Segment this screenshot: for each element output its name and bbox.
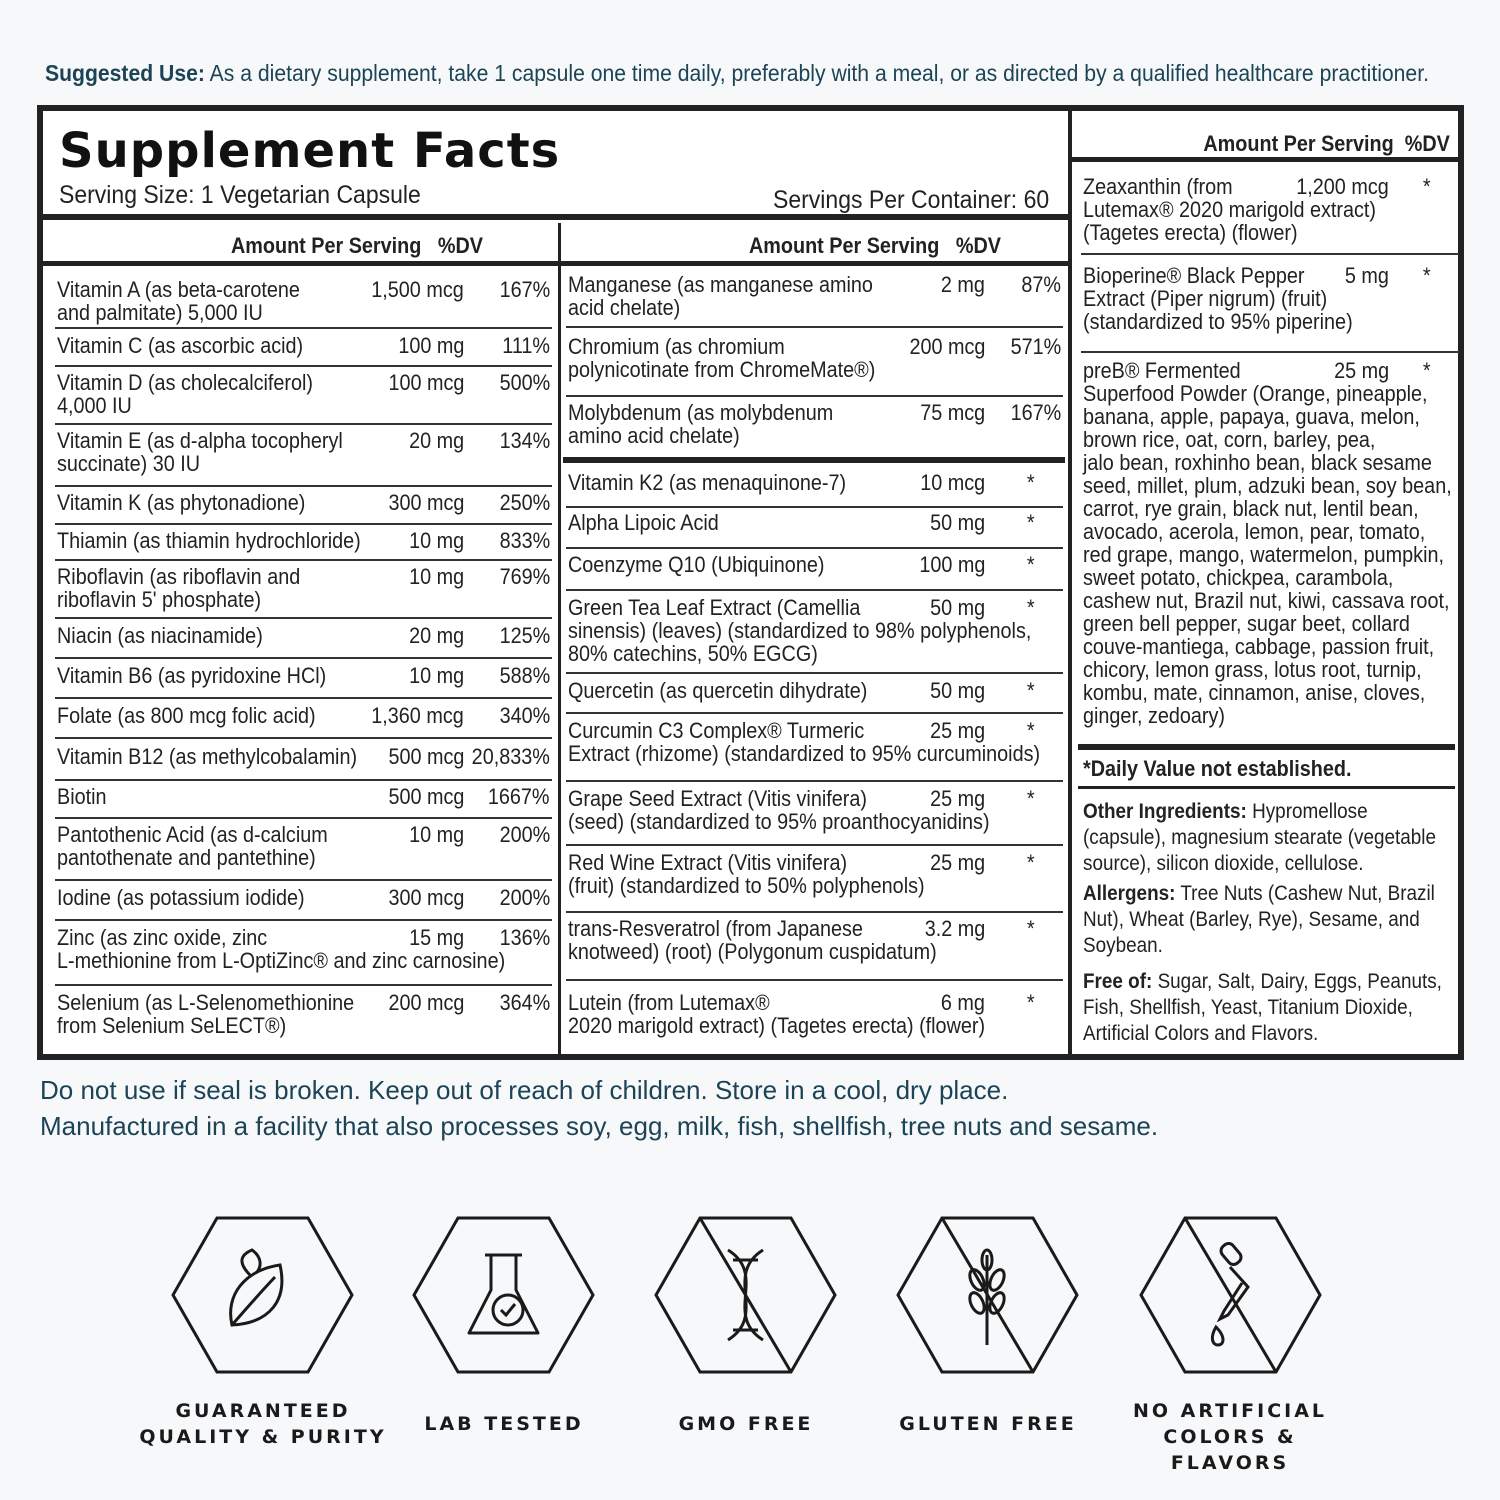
- nutrient-dv: 167%: [1010, 400, 1061, 425]
- row-separator: [55, 423, 552, 425]
- col1-head: Amount Per Serving %DV: [231, 233, 483, 258]
- nutrient-dv: 200%: [499, 885, 550, 910]
- nutrient-amount: 10 mg: [408, 822, 464, 847]
- suggested-use-label: Suggested Use:: [45, 60, 205, 86]
- nutrient-name: [57, 785, 107, 808]
- nutrient-dv: 364%: [499, 990, 550, 1015]
- row-separator: [55, 697, 552, 699]
- nutrient-name-line: Manganese (as manganese amino: [568, 272, 873, 297]
- nutrient-name: [57, 429, 343, 475]
- row-separator: [566, 780, 1063, 782]
- nutrient-amount: 50 mg: [929, 595, 985, 620]
- nutrient-dv: 1667%: [488, 784, 550, 809]
- warning-line-2: Manufactured in a facility that also processes soy, egg, milk, fish, shellfish, tree nuts and sesame.: [40, 1111, 1159, 1141]
- nutrient-name-line: riboflavin 5' phosphate): [57, 587, 262, 612]
- nutrient-name-line: 2020 marigold extract) (Tagetes erecta) (flower): [568, 1013, 986, 1038]
- nutrient-name-line: Vitamin D (as cholecalciferol): [57, 370, 314, 395]
- nutrient-dv: 571%: [1010, 334, 1061, 359]
- warnings: [40, 1072, 1158, 1144]
- nutrient-dv: *: [1423, 358, 1431, 383]
- row-separator: [55, 984, 552, 986]
- nutrient-name-line: L-methionine from L-OptiZinc® and zinc carnosine): [57, 948, 506, 973]
- nutrient-dv: 111%: [502, 333, 550, 358]
- badge-label-artificial: NO ARTIFICIAL COLORS & FLAVORS: [1132, 1400, 1328, 1474]
- nutrient-dv: 769%: [499, 564, 550, 589]
- nutrient-amount: 100 mcg: [388, 370, 464, 395]
- nutrient-name: [57, 491, 305, 514]
- row-separator: [566, 672, 1063, 674]
- rule-thick-col2: [563, 457, 1065, 463]
- rule-under-header-col3: [1072, 157, 1464, 162]
- badge-quality: [170, 1215, 355, 1375]
- rule-under-title: [43, 214, 1068, 220]
- nutrient-name-line: Zinc (as zinc oxide, zinc: [57, 925, 268, 950]
- nutrient-amount: 10 mg: [408, 564, 464, 589]
- nutrient-name-line: Vitamin K (as phytonadione): [57, 490, 306, 515]
- nutrient-amount: 200 mcg: [909, 334, 985, 359]
- nutrient-dv: *: [1027, 718, 1035, 743]
- nutrient-name-line: Iodine (as potassium iodide): [57, 885, 305, 910]
- servings-per-container: Servings Per Container: 60: [773, 186, 1050, 214]
- nutrient-name-line: Alpha Lipoic Acid: [568, 510, 719, 535]
- nutrient-dv: 200%: [499, 822, 550, 847]
- badge-gluten: [895, 1215, 1080, 1375]
- nutrient-name: [57, 745, 357, 768]
- nutrient-name-line: Vitamin C (as ascorbic acid): [57, 333, 304, 358]
- nutrient-name-line: Quercetin (as quercetin dihydrate): [568, 678, 868, 703]
- nutrient-dv: *: [1423, 174, 1431, 199]
- nutrient-dv: *: [1027, 916, 1035, 941]
- row-separator: [55, 817, 552, 819]
- dna-icon: [653, 1215, 838, 1375]
- badge-artificial: [1138, 1215, 1323, 1375]
- nutrient-amount: 20 mg: [408, 623, 464, 648]
- nutrient-amount: 3.2 mg: [924, 916, 985, 941]
- nutrient-amount: 75 mcg: [920, 400, 985, 425]
- nutrient-name-line: Bioperine® Black Pepper: [1083, 263, 1305, 288]
- row-separator: [566, 326, 1063, 328]
- allergens: Allergens: Tree Nuts (Cashew Nut, Brazil Nut), Wheat (Barley, Rye), Sesame, and Soybean.: [1083, 882, 1435, 957]
- nutrient-name: [57, 278, 300, 324]
- nutrient-name-line: banana, apple, papaya, guava, melon,: [1083, 404, 1420, 429]
- nutrient-amount: 25 mg: [929, 850, 985, 875]
- divider-col3: [1068, 111, 1072, 1056]
- badge-label-quality: GUARANTEED QUALITY & PURITY: [139, 1400, 387, 1448]
- row-separator: [1081, 253, 1459, 255]
- nutrient-amount: 50 mg: [929, 510, 985, 535]
- nutrient-dv: *: [1027, 552, 1035, 577]
- nutrient-amount: 5 mg: [1344, 263, 1389, 288]
- nutrient-name-line: Extract (Piper nigrum) (fruit): [1083, 286, 1328, 311]
- col3-head: Amount Per Serving %DV: [1203, 131, 1450, 156]
- nutrient-amount: 1,360 mcg: [371, 703, 464, 728]
- nutrient-dv: *: [1027, 510, 1035, 535]
- nutrient-name-line: Pantothenic Acid (as d-calcium: [57, 822, 328, 847]
- nutrient-name-line: cashew nut, Brazil nut, kiwi, cassava root,: [1083, 588, 1450, 613]
- row-separator: [55, 365, 552, 367]
- rule-thick-col3b: [1078, 786, 1455, 789]
- nutrient-name: [568, 917, 937, 963]
- nutrient-amount: 100 mg: [397, 333, 464, 358]
- nutrient-name-line: (Tagetes erecta) (flower): [1083, 220, 1298, 245]
- nutrient-name-line: Curcumin C3 Complex® Turmeric: [568, 718, 865, 743]
- row-separator: [566, 547, 1063, 549]
- nutrient-name: [568, 851, 925, 897]
- nutrient-name-line: Vitamin K2 (as menaquinone-7): [568, 470, 847, 495]
- nutrient-name-line: knotweed) (root) (Polygonum cuspidatum): [568, 939, 937, 964]
- nutrient-name-line: chicory, lemon grass, lotus root, turnip,: [1083, 657, 1422, 682]
- row-separator: [566, 506, 1063, 508]
- nutrient-name: [1083, 359, 1452, 727]
- nutrient-name-line: trans-Resveratrol (from Japanese: [568, 916, 863, 941]
- nutrient-name-line: polynicotinate from ChromeMate®): [568, 357, 876, 382]
- nutrient-name-line: (seed) (standardized to 95% proanthocyanidins): [568, 809, 990, 834]
- nutrient-dv: 87%: [1021, 272, 1061, 297]
- nutrient-name: [568, 401, 833, 447]
- nutrient-dv: 588%: [499, 663, 550, 688]
- row-separator: [1081, 351, 1459, 353]
- nutrient-name-line: sinensis) (leaves) (standardized to 98% polyphenols,: [568, 618, 1032, 643]
- nutrient-amount: 2 mg: [940, 272, 985, 297]
- nutrient-name-line: Zeaxanthin (from: [1083, 174, 1233, 199]
- nutrient-dv: 167%: [499, 277, 550, 302]
- nutrient-name-line: Lutemax® 2020 marigold extract): [1083, 197, 1377, 222]
- row-separator: [55, 523, 552, 525]
- nutrient-name: [568, 787, 990, 833]
- nutrient-amount: 10 mg: [408, 528, 464, 553]
- row-separator: [55, 879, 552, 881]
- rule-thick-col3a: [1078, 744, 1455, 750]
- nutrient-name-line: couve-mantiega, cabbage, passion fruit,: [1083, 634, 1435, 659]
- badge-label-gmo: GMO FREE: [678, 1413, 814, 1435]
- nutrient-name: [568, 471, 846, 494]
- nutrient-dv: 136%: [499, 925, 550, 950]
- nutrient-name: [1083, 264, 1353, 333]
- badge-lab: [411, 1215, 596, 1375]
- row-separator: [55, 737, 552, 739]
- dropper-icon: [1138, 1215, 1323, 1375]
- nutrient-dv: 134%: [499, 428, 550, 453]
- nutrient-name: [568, 511, 719, 534]
- badge-label-gluten: GLUTEN FREE: [899, 1413, 1077, 1435]
- row-separator: [55, 485, 552, 487]
- nutrient-dv: 340%: [499, 703, 550, 728]
- nutrient-name-line: preB® Fermented: [1083, 358, 1241, 383]
- nutrient-name-line: kombu, mate, cinnamon, anise, cloves,: [1083, 680, 1426, 705]
- nutrient-dv: *: [1027, 850, 1035, 875]
- nutrient-amount: 500 mcg: [388, 744, 464, 769]
- nutrient-name-line: pantothenate and pantethine): [57, 845, 316, 870]
- flask-icon: [411, 1215, 596, 1375]
- nutrient-name: [57, 624, 263, 647]
- badge-label-lab: LAB TESTED: [424, 1413, 584, 1435]
- nutrient-amount: 300 mcg: [388, 490, 464, 515]
- facts-title: Supplement Facts: [59, 123, 561, 179]
- nutrient-name-line: and palmitate) 5,000 IU: [57, 300, 263, 325]
- daily-value-note: *Daily Value not established.: [1083, 756, 1352, 781]
- divider-col2: [558, 223, 561, 1056]
- nutrient-name-line: Green Tea Leaf Extract (Camellia: [568, 595, 861, 620]
- nutrient-name-line: Vitamin A (as beta-carotene: [57, 277, 300, 302]
- nutrient-name: [568, 335, 875, 381]
- nutrient-name: [57, 334, 303, 357]
- row-separator: [55, 657, 552, 659]
- nutrient-amount: 20 mg: [408, 428, 464, 453]
- nutrient-name-line: Chromium (as chromium: [568, 334, 785, 359]
- nutrient-name-line: Lutein (from Lutemax®: [568, 990, 770, 1015]
- nutrient-amount: 50 mg: [929, 678, 985, 703]
- nutrient-name-line: brown rice, oat, corn, barley, pea,: [1083, 427, 1376, 452]
- supplement-facts-panel: [37, 105, 1464, 1060]
- nutrient-name: [57, 704, 316, 727]
- nutrient-name: [57, 991, 354, 1037]
- nutrient-dv: *: [1423, 263, 1431, 288]
- nutrient-name: [57, 886, 305, 909]
- nutrient-name-line: Thiamin (as thiamin hydrochloride): [57, 528, 361, 553]
- col2-head: Amount Per Serving %DV: [749, 233, 1001, 258]
- nutrient-amount: 1,200 mcg: [1296, 174, 1389, 199]
- row-separator: [566, 979, 1063, 981]
- wheat-icon: [895, 1215, 1080, 1375]
- nutrient-name-line: Vitamin B6 (as pyridoxine HCl): [57, 663, 327, 688]
- nutrient-name-line: Biotin: [57, 784, 107, 809]
- nutrient-amount: 10 mg: [408, 663, 464, 688]
- nutrient-dv: *: [1027, 786, 1035, 811]
- nutrient-name-line: amino acid chelate): [568, 423, 740, 448]
- nutrient-amount: 200 mcg: [388, 990, 464, 1015]
- nutrient-name-line: Coenzyme Q10 (Ubiquinone): [568, 552, 825, 577]
- nutrient-amount: 500 mcg: [388, 784, 464, 809]
- nutrient-name-line: Vitamin E (as d-alpha tocopheryl: [57, 428, 343, 453]
- row-separator: [566, 589, 1063, 591]
- other-ingredients: Other Ingredients: Hypromellose (capsule), magnesium stearate (vegetable source), silicon dioxide, cellulose.: [1083, 800, 1436, 875]
- nutrient-dv: 125%: [499, 623, 550, 648]
- nutrient-name-line: Superfood Powder (Orange, pineapple,: [1083, 381, 1428, 406]
- nutrient-dv: *: [1027, 470, 1035, 495]
- nutrient-name: [57, 664, 326, 687]
- row-separator: [566, 844, 1063, 846]
- nutrient-name-line: Selenium (as L-Selenomethionine: [57, 990, 355, 1015]
- nutrient-name-line: Extract (rhizome) (standardized to 95% curcuminoids): [568, 741, 1041, 766]
- nutrient-dv: *: [1027, 678, 1035, 703]
- nutrient-amount: 25 mg: [1333, 358, 1389, 383]
- nutrient-name: [57, 823, 328, 869]
- nutrient-dv: 20,833%: [471, 744, 550, 769]
- nutrient-dv: 250%: [499, 490, 550, 515]
- nutrient-name: [57, 529, 361, 552]
- row-separator: [566, 712, 1063, 714]
- nutrient-amount: 1,500 mcg: [371, 277, 464, 302]
- nutrient-name-line: carrot, rye grain, black nut, lentil bean,: [1083, 496, 1419, 521]
- nutrient-name-line: Riboflavin (as riboflavin and: [57, 564, 301, 589]
- row-separator: [55, 327, 552, 329]
- nutrient-name-line: (standardized to 95% piperine): [1083, 309, 1353, 334]
- nutrient-name-line: 80% catechins, 50% EGCG): [568, 641, 818, 666]
- warning-line-1: Do not use if seal is broken. Keep out of reach of children. Store in a cool, dry place.: [40, 1075, 1009, 1105]
- nutrient-dv: *: [1027, 595, 1035, 620]
- row-separator: [55, 559, 552, 561]
- nutrient-name-line: (fruit) (standardized to 50% polyphenols): [568, 873, 925, 898]
- nutrient-name: [568, 679, 867, 702]
- nutrient-amount: 15 mg: [408, 925, 464, 950]
- nutrient-amount: 10 mcg: [920, 470, 985, 495]
- nutrient-name-line: Molybdenum (as molybdenum: [568, 400, 834, 425]
- nutrient-name-line: 4,000 IU: [57, 393, 132, 418]
- row-separator: [566, 911, 1063, 913]
- nutrient-amount: 300 mcg: [388, 885, 464, 910]
- nutrient-name: [568, 273, 873, 319]
- nutrient-name-line: Niacin (as niacinamide): [57, 623, 263, 648]
- nutrient-name-line: red grape, mango, watermelon, pumpkin,: [1083, 542, 1444, 567]
- nutrient-name-line: ginger, zedoary): [1083, 703, 1225, 728]
- nutrient-name-line: acid chelate): [568, 295, 681, 320]
- nutrient-name-line: from Selenium SeLECT®): [57, 1013, 287, 1038]
- nutrient-dv: 833%: [499, 528, 550, 553]
- row-separator: [55, 617, 552, 619]
- nutrient-amount: 100 mg: [918, 552, 985, 577]
- nutrient-amount: 6 mg: [940, 990, 985, 1015]
- row-separator: [55, 919, 552, 921]
- nutrient-name-line: seed, millet, plum, adzuki bean, soy bean,: [1083, 473, 1452, 498]
- nutrient-name: [568, 553, 824, 576]
- nutrient-name-line: Vitamin B12 (as methylcobalamin): [57, 744, 358, 769]
- free-of: Free of: Sugar, Salt, Dairy, Eggs, Peanuts, Fish, Shellfish, Yeast, Titanium Dioxide, Artificial Colors and Flavors.: [1083, 970, 1442, 1045]
- nutrient-name-line: green bell pepper, sugar beet, collard: [1083, 611, 1410, 636]
- nutrient-amount: 25 mg: [929, 786, 985, 811]
- nutrient-dv: 500%: [499, 370, 550, 395]
- nutrient-name: [57, 371, 313, 417]
- leaf-icon: [170, 1215, 355, 1375]
- nutrient-dv: *: [1027, 990, 1035, 1015]
- suggested-use: [45, 60, 1429, 87]
- rule-under-header: [43, 261, 1068, 266]
- badge-gmo: [653, 1215, 838, 1375]
- nutrient-name: [568, 991, 985, 1037]
- row-separator: [55, 779, 552, 781]
- suggested-use-text: As a dietary supplement, take 1 capsule one time daily, preferably with a meal, or as directed by a qualified healthcare practitioner.: [204, 60, 1429, 86]
- nutrient-name-line: Folate (as 800 mcg folic acid): [57, 703, 316, 728]
- nutrient-name-line: sweet potato, chickpea, carambola,: [1083, 565, 1394, 590]
- serving-size: Serving Size: 1 Vegetarian Capsule: [59, 181, 421, 209]
- nutrient-name-line: Red Wine Extract (Vitis vinifera): [568, 850, 848, 875]
- nutrient-name: [57, 565, 300, 611]
- nutrient-name-line: Grape Seed Extract (Vitis vinifera): [568, 786, 867, 811]
- nutrient-name-line: succinate) 30 IU: [57, 451, 201, 476]
- nutrient-name-line: jalo bean, roxhinho bean, black sesame: [1083, 450, 1432, 475]
- nutrient-name-line: avocado, acerola, lemon, pear, tomato,: [1083, 519, 1426, 544]
- row-separator: [566, 395, 1063, 397]
- nutrient-amount: 25 mg: [929, 718, 985, 743]
